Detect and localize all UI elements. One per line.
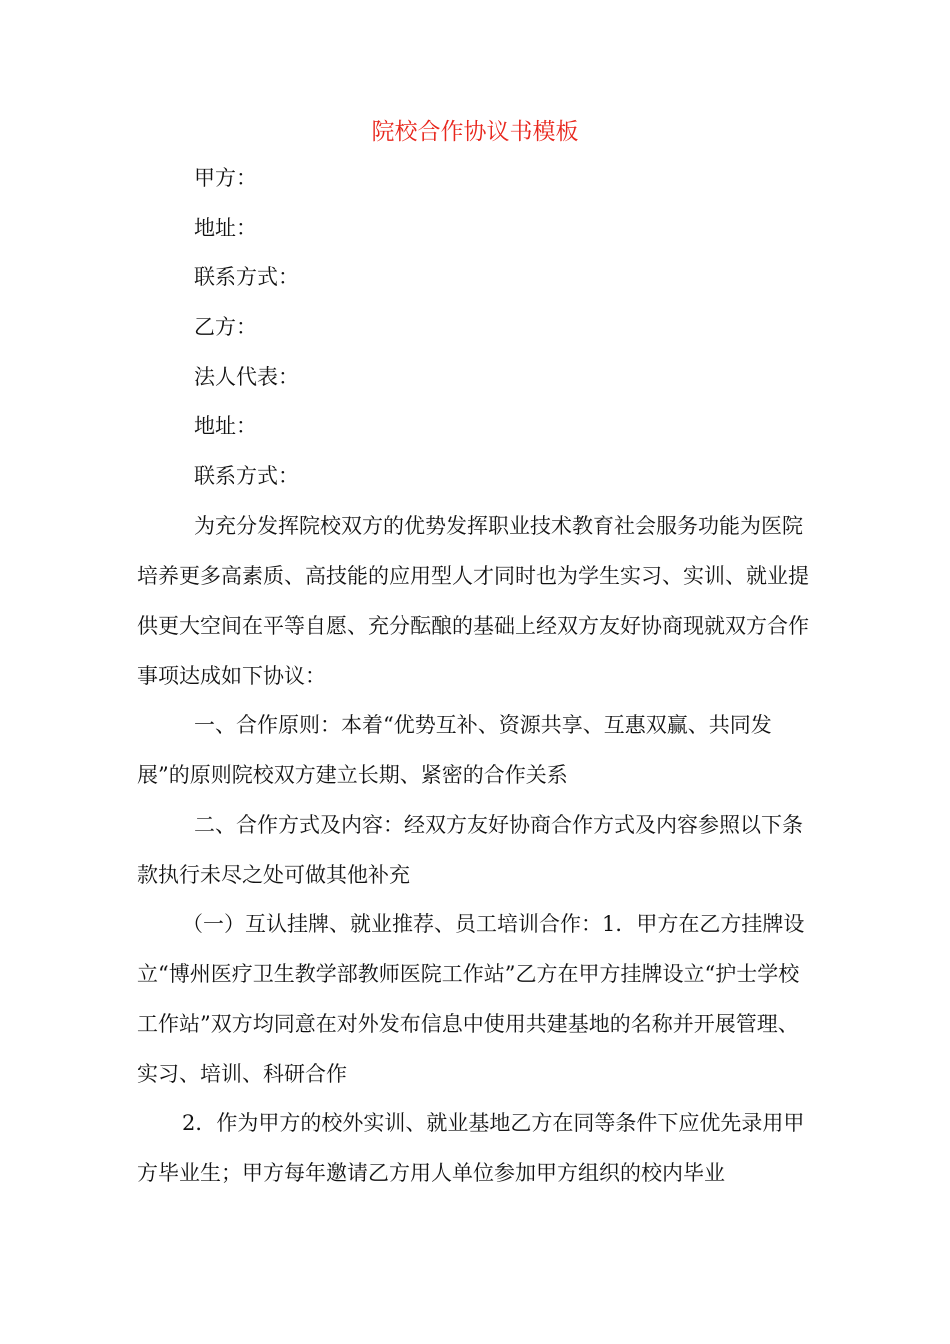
- principle-paragraph: 一、合作原则：本着“优势互补、资源共享、互惠双赢、共同发展”的原则院校双方建立长期、紧密的合作关系: [137, 713, 772, 787]
- party-b-legal-rep-field: 法人代表：: [194, 365, 299, 389]
- party-a-field: 甲方：: [194, 166, 257, 190]
- party-b-contact-field: 联系方式：: [194, 464, 299, 488]
- party-a-address-field: 地址：: [194, 216, 257, 240]
- method-paragraph: 二、合作方式及内容：经双方友好协商合作方式及内容参照以下条款执行未尽之处可做其他补充: [137, 813, 803, 887]
- party-b-field: 乙方：: [194, 315, 257, 339]
- intro-paragraph: 为充分发挥院校双方的优势发挥职业技术教育社会服务功能为医院培养更多高素质、高技能的应用型人才同时也为学生实习、实训、就业提供更大空间在平等自愿、充分酝酿的基础上经双方友好协商现就双方合作事项达成如下协议：: [137, 514, 809, 688]
- party-a-contact-field: 联系方式：: [194, 265, 299, 289]
- party-b-address-field: 地址：: [194, 414, 257, 438]
- clause-two-paragraph: 2．作为甲方的校外实训、就业基地乙方在同等条件下应优先录用甲方毕业生；甲方每年邀请乙方用人单位参加甲方组织的校内毕业: [137, 1111, 805, 1185]
- document-title: 院校合作协议书模板: [371, 119, 579, 145]
- clause-one-paragraph: （一）互认挂牌、就业推荐、员工培训合作：1．甲方在乙方挂牌设立“博州医疗卫生教学部教师医院工作站”乙方在甲方挂牌设立“护士学校工作站”双方均同意在对外发布信息中使用共建基地的名称并开展管理、实习、培训、科研合作: [137, 912, 805, 1086]
